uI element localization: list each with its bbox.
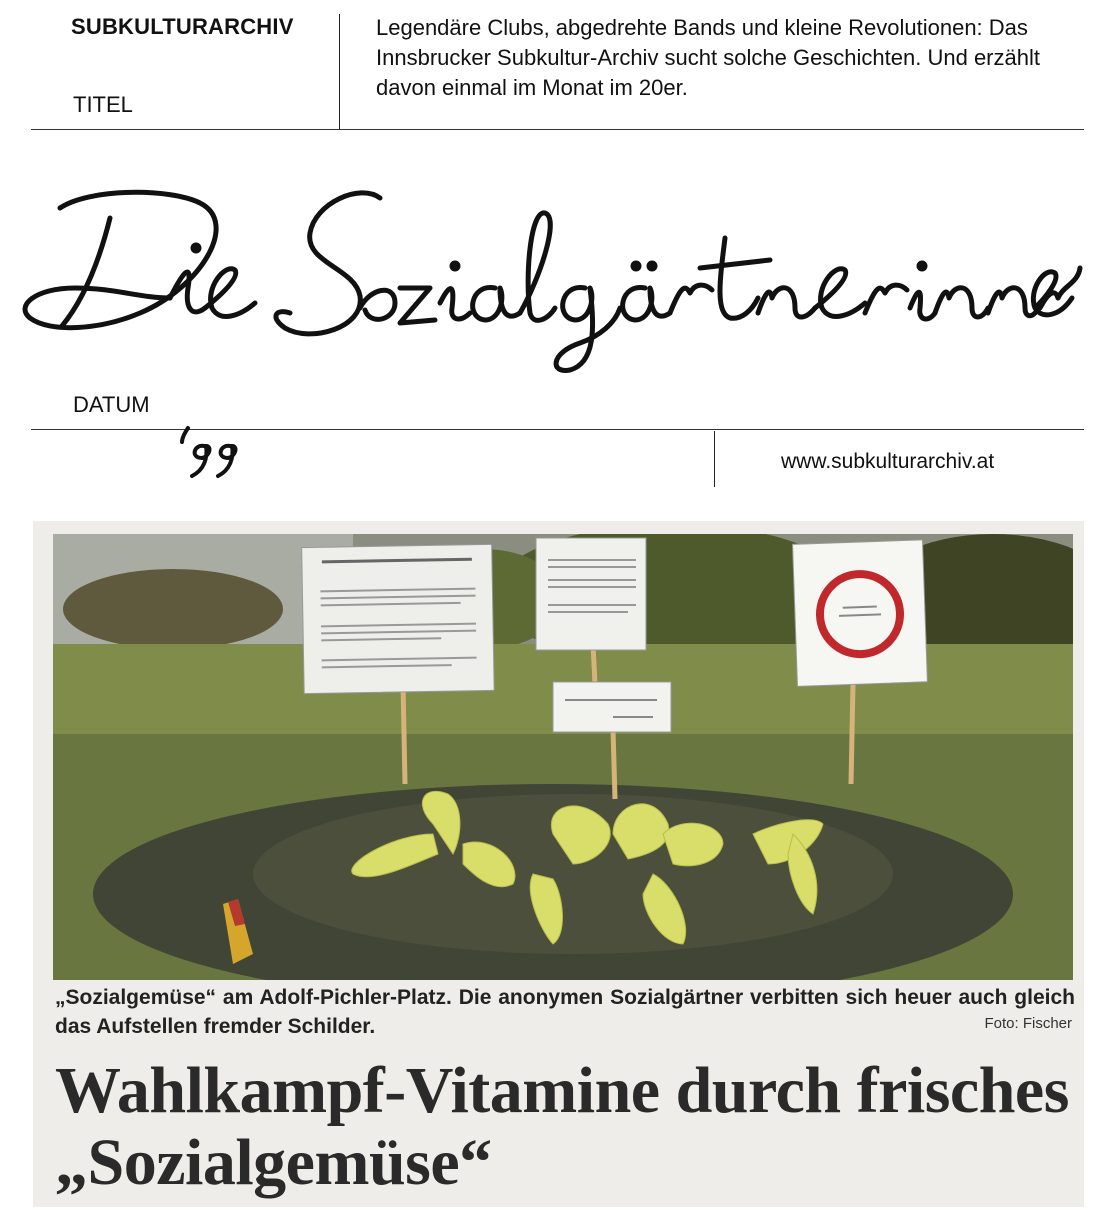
- year-script: [176, 424, 256, 484]
- brand-name: SUBKULTURARCHIV: [71, 14, 294, 39]
- script-title: [0, 148, 1104, 388]
- photo-credit: Foto: Fischer: [984, 1015, 1072, 1032]
- header-rule: [31, 129, 1084, 130]
- header-divider: [339, 14, 340, 130]
- intro-text: Legendäre Clubs, abgedrehte Bands und kleine Revolutionen: Das Innsbrucker Subkultur-Archiv sucht solche Geschichten. Und erzählt davon einmal im Monat im 20er.: [376, 15, 1040, 100]
- article-headline: Wahlkampf-Vitamine durch frisches „Sozialgemüse“: [55, 1054, 1069, 1199]
- meta-divider: [714, 431, 715, 487]
- date-label: DATUM: [73, 392, 150, 417]
- script-title-lettering: [0, 148, 1104, 388]
- website-link[interactable]: www.subkulturarchiv.at: [781, 450, 995, 473]
- clipping-photo: [53, 534, 1073, 980]
- newspaper-clipping: [33, 521, 1084, 1207]
- photo-caption: „Sozialgemüse“ am Adolf-Pichler-Platz. Die anonymen Sozialgärtner verbitten sich heuer auch gleich das Aufstellen fremder Schilder.: [55, 986, 1075, 1038]
- year-lettering: [176, 424, 256, 484]
- title-label: TITEL: [73, 92, 133, 117]
- garden-photo-illustration: [53, 534, 1073, 980]
